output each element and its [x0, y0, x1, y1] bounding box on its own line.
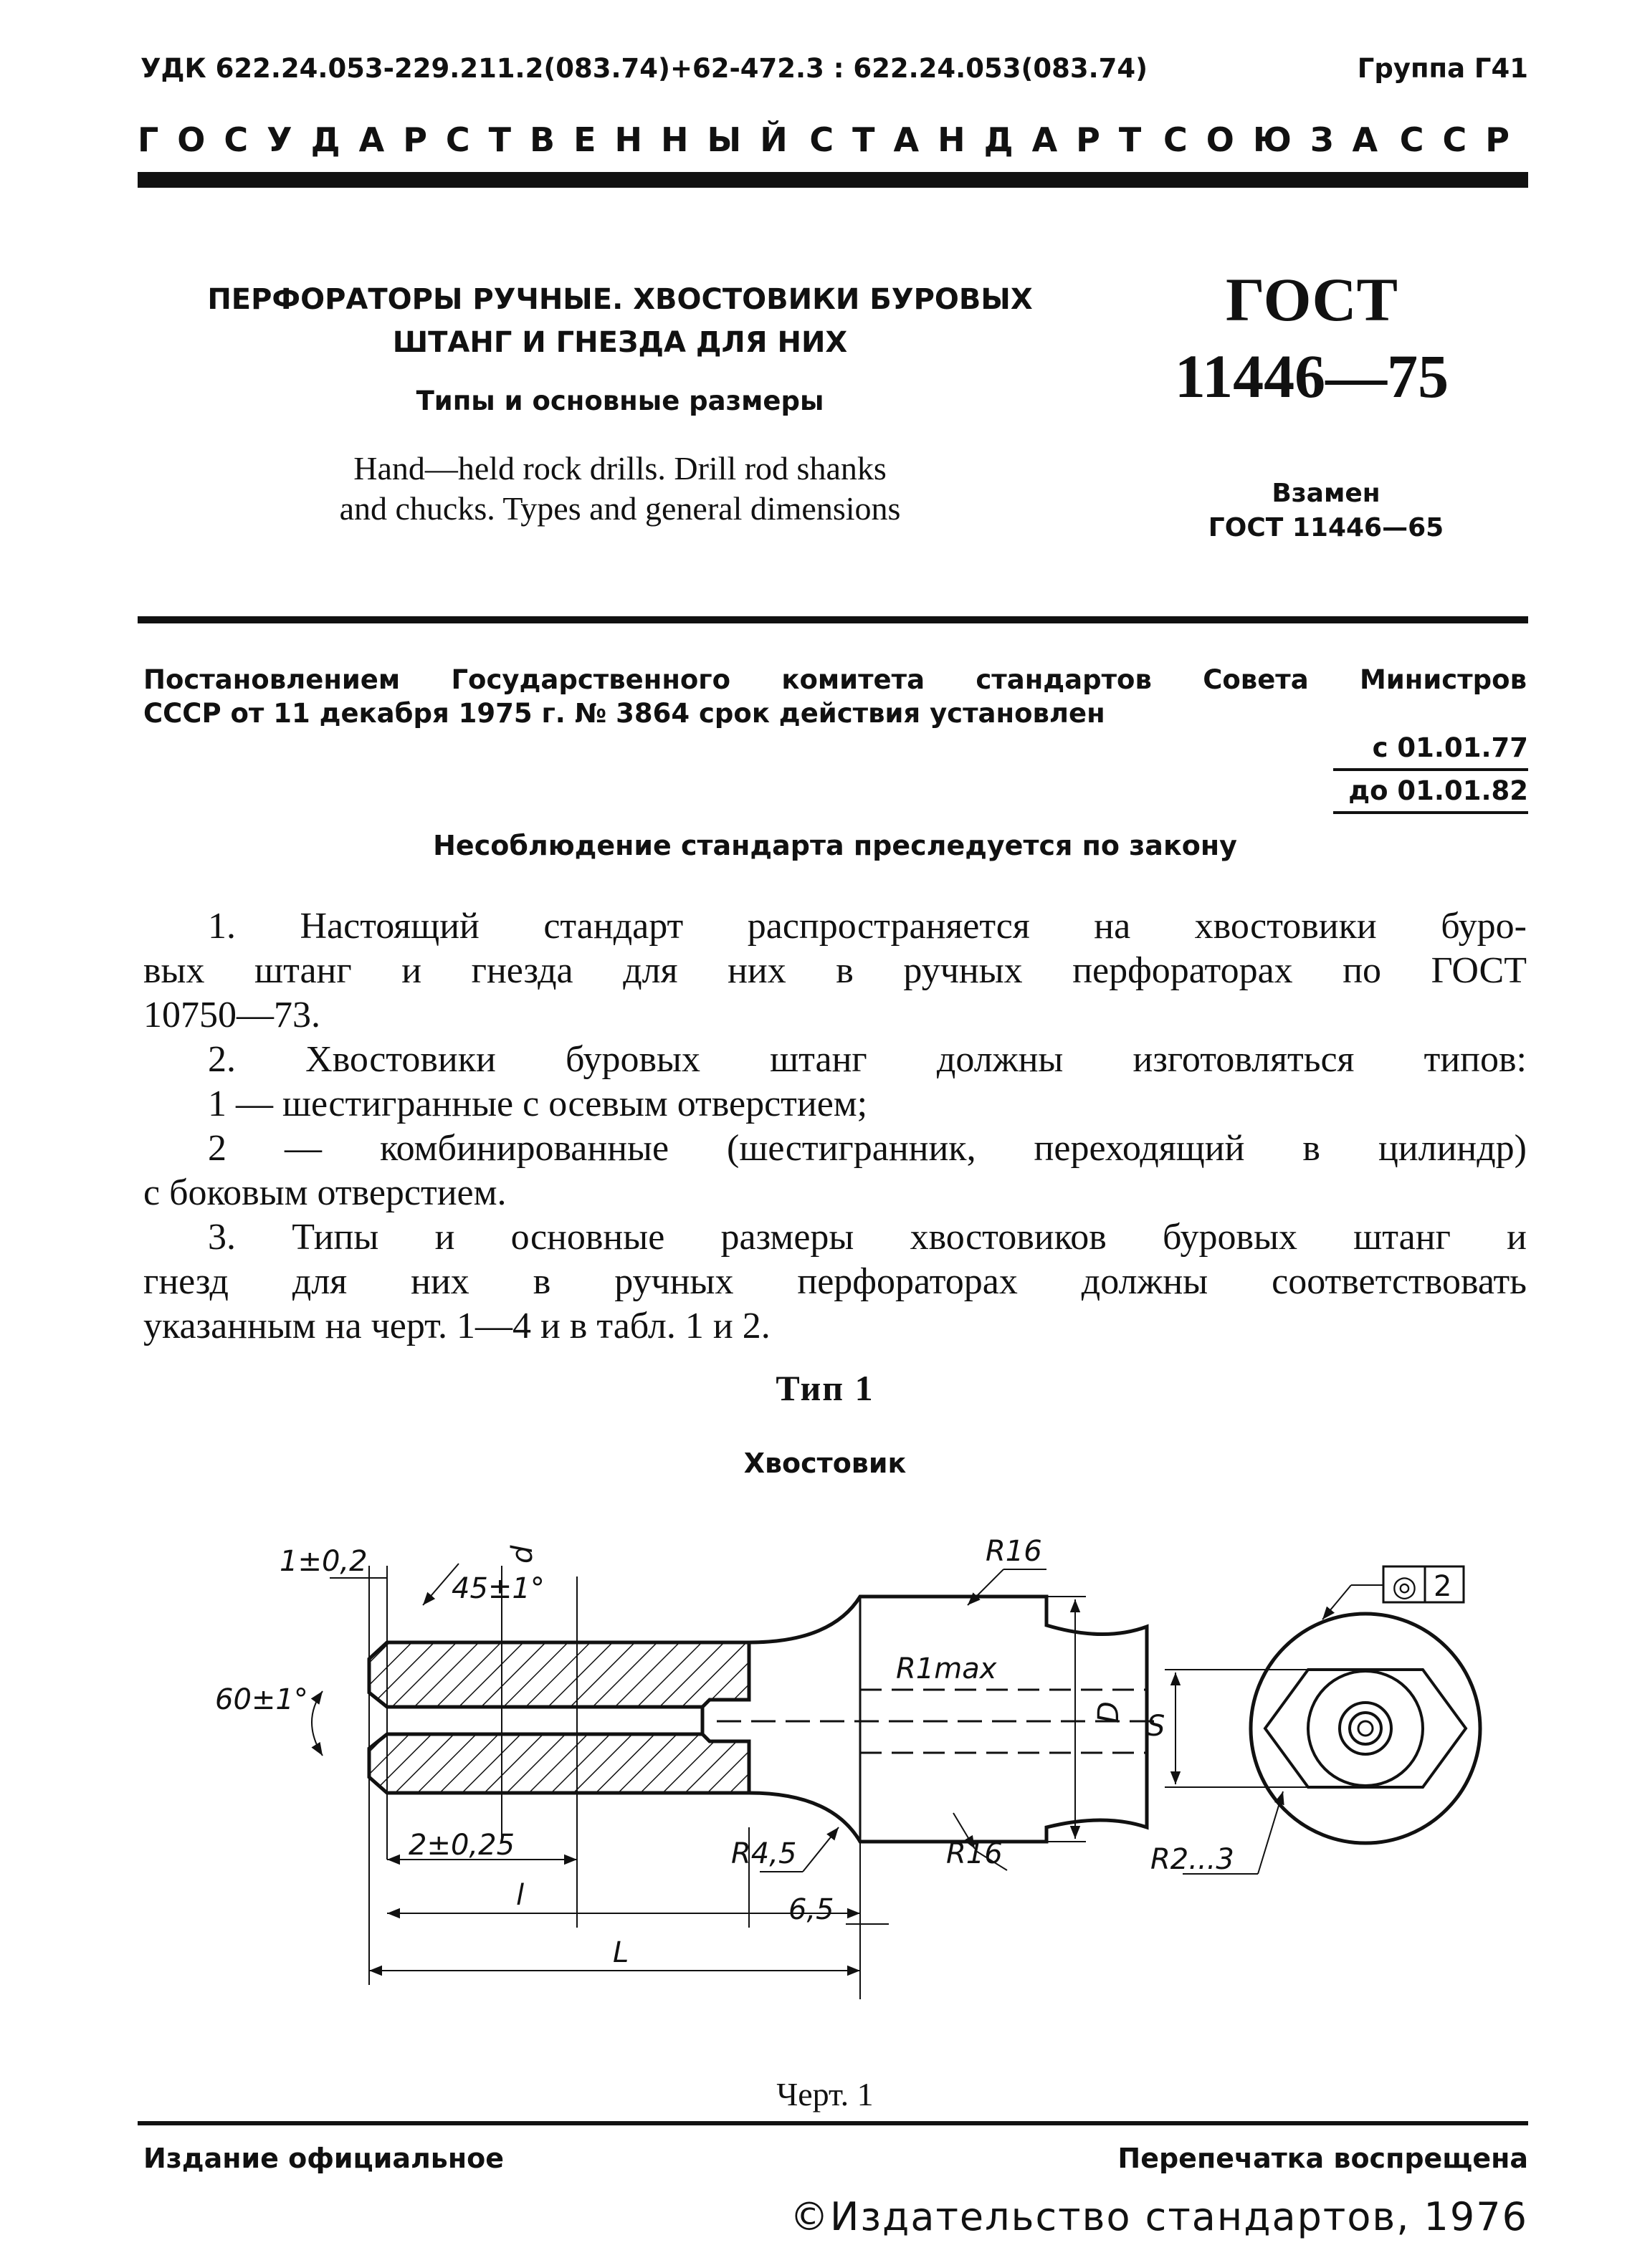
state-standard-banner	[138, 120, 1528, 159]
dim-2-label: 2±0,25	[409, 1829, 515, 1862]
paragraph-1-line: 1. Настоящий стандарт распространяется на хвостовики буро-	[208, 906, 1527, 947]
dim-R23-label: R2...3	[1150, 1843, 1234, 1876]
decree-line-1: Постановлением Государственного комитета стандартов Совета Министров	[143, 664, 1527, 695]
gost-label: ГОСТ	[1226, 265, 1398, 334]
date-underline	[1333, 811, 1528, 814]
udk-code: УДК 622.24.053-229.211.2(083.74)+62-472.3 : 622.24.053(083.74)	[140, 53, 1148, 84]
paragraph-3-line: 3. Типы и основные размеры хвостовиков буровых штанг и	[208, 1217, 1527, 1258]
law-notice: Несоблюдение стандарта преследуется по закону	[433, 830, 1237, 861]
dim-D-label: D	[1092, 1701, 1125, 1723]
english-title	[237, 449, 1003, 529]
shank-drawing	[215, 1526, 1541, 2042]
paragraph-3-line: гнезд для них в ручных перфораторах должны соответствовать	[143, 1261, 1527, 1302]
end-outer-circle	[1251, 1614, 1480, 1843]
tolerance-value: 2	[1434, 1570, 1452, 1603]
dim-R1max-label: R1max	[896, 1652, 997, 1685]
bore-circle	[1350, 1713, 1381, 1744]
title-line: ШТАНГ И ГНЕЗДА ДЛЯ НИХ	[392, 326, 848, 359]
date-from: с 01.01.77	[1372, 732, 1528, 763]
bore-circle	[1358, 1721, 1373, 1736]
banner-word: СОЮЗА	[1163, 120, 1397, 159]
tolerance-symbol: ◎	[1392, 1570, 1417, 1603]
dim-S-label: S	[1147, 1710, 1165, 1743]
paragraph-3-line: указанным на черт. 1—4 и в табл. 1 и 2.	[143, 1306, 771, 1346]
date-underline	[1333, 768, 1528, 771]
shank-heading: Хвостовик	[743, 1448, 907, 1479]
shank-lower-section	[369, 1734, 749, 1793]
end-view	[1165, 1566, 1480, 1874]
hexagon	[1265, 1670, 1466, 1787]
banner-word: ССР	[1399, 120, 1528, 159]
header-rule	[138, 172, 1528, 188]
paragraph-2-item: 2 — комбинированные (шестигранник, переходящий в цилиндр)	[208, 1128, 1527, 1169]
dim-L-label: L	[613, 1936, 629, 1969]
title-rule	[138, 616, 1528, 623]
english-title-line: Hand—held rock drills. Drill rod shanks	[353, 450, 887, 487]
paragraph-2-item: с боковым отверстием.	[143, 1172, 507, 1213]
english-title-line: and chucks. Types and general dimensions	[339, 490, 901, 527]
banner-word: ГОСУДАРСТВЕННЫЙ	[138, 120, 806, 159]
dim-R16-top-label: R16	[986, 1535, 1042, 1568]
title-line: ПЕРФОРАТОРЫ РУЧНЫЕ. ХВОСТОВИКИ БУРОВЫХ	[207, 283, 1033, 316]
reprint-note: Перепечатка воспрещена	[1117, 2143, 1528, 2174]
figure-caption: Черт. 1	[776, 2076, 874, 2113]
replaces-label: Взамен	[1272, 479, 1380, 508]
bore-circle	[1340, 1703, 1391, 1754]
type-heading: Тип 1	[776, 1368, 874, 1408]
shank-upper-section	[369, 1642, 749, 1707]
dim-angle60-label: 60±1°	[215, 1683, 308, 1716]
dim-65-label: 6,5	[788, 1893, 834, 1926]
dim-leader	[968, 1569, 1003, 1605]
paragraph-2-line: 2. Хвостовики буровых штанг должны изготовляться типов:	[208, 1039, 1527, 1080]
dim-angle45-label: 45±1°	[452, 1572, 545, 1605]
end-inner-circle	[1308, 1671, 1423, 1786]
side-view	[312, 1564, 1161, 1999]
decree-line-2: СССР от 11 декабря 1975 г. № 3864 срок действия установлен	[143, 698, 1105, 729]
group-code: Группа Г41	[1357, 53, 1528, 84]
document-title	[165, 278, 1075, 364]
angle-arc	[312, 1691, 323, 1756]
replaces-number: ГОСТ 11446—65	[1208, 513, 1444, 542]
dim-leader	[803, 1827, 839, 1872]
banner-word: СТАНДАРТ	[809, 120, 1160, 159]
dim-chamfer-label: 1±0,2	[280, 1545, 368, 1578]
dim-l-label: l	[516, 1879, 525, 1912]
edition-note: Издание официальное	[143, 2143, 504, 2174]
paragraph-1-line: 10750—73.	[143, 995, 320, 1035]
paragraph-2-item: 1 — шестигранные с осевым отверстием;	[208, 1083, 868, 1124]
dim-R45-label: R4,5	[731, 1837, 797, 1870]
dim-leader	[1258, 1791, 1283, 1874]
paragraph-1-line: вых штанг и гнезда для них в ручных перфораторах по ГОСТ	[143, 950, 1527, 991]
dim-R16-bottom-label: R16	[946, 1837, 1003, 1870]
footer-rule	[138, 2121, 1528, 2125]
date-to: до 01.01.82	[1348, 775, 1528, 806]
collar-outline	[749, 1597, 1147, 1842]
gost-number: 11446—75	[1174, 342, 1449, 411]
dim-d-label: d	[506, 1545, 539, 1564]
publisher-note: ©Издательство стандартов, 1976	[789, 2194, 1528, 2239]
document-subtitle: Типы и основные размеры	[416, 386, 824, 416]
